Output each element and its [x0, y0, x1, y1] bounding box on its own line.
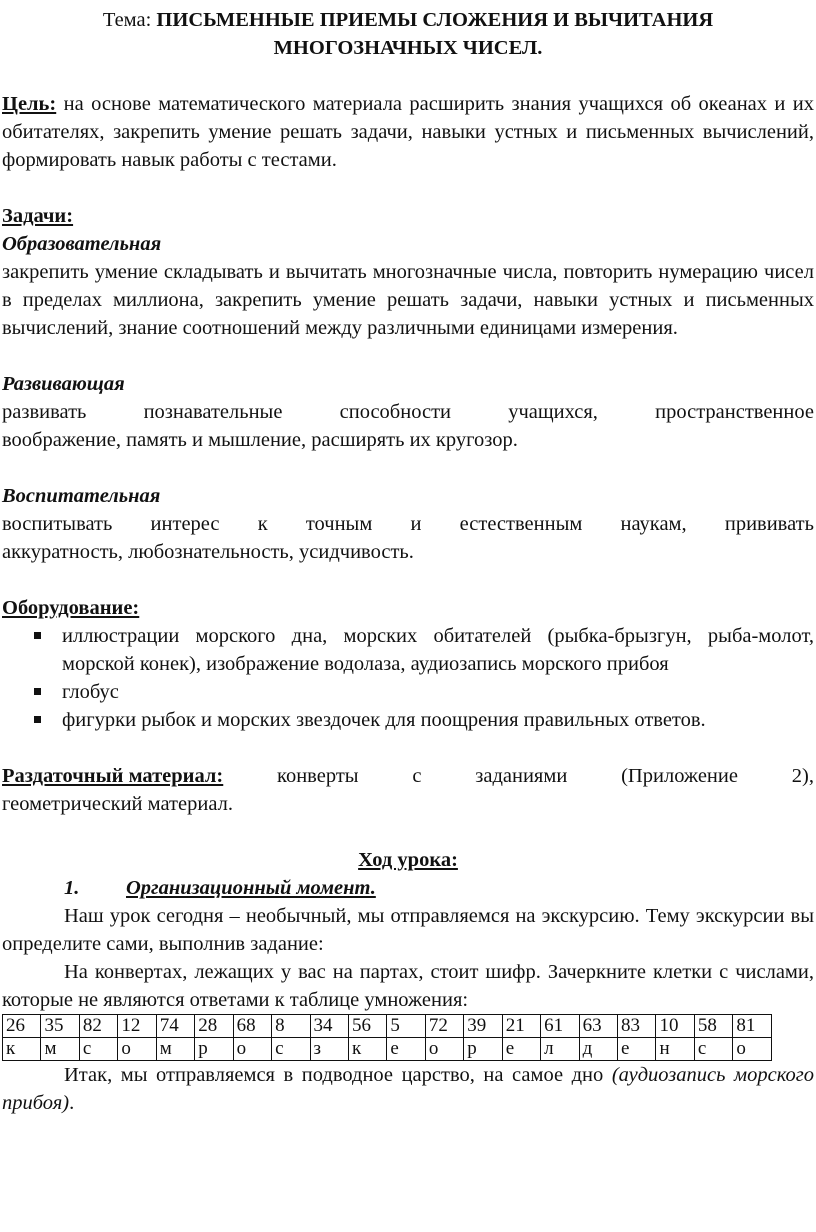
upbringing-word: точным	[305, 513, 373, 535]
title-line-2: МНОГОЗНАЧНЫХ ЧИСЕЛ.	[273, 37, 543, 59]
title-lead: Тема:	[102, 9, 152, 31]
handout-word: заданиями	[475, 765, 568, 787]
step-label: Организационный момент.	[126, 877, 376, 899]
developing-word: развивать	[2, 401, 87, 423]
developing-word: познавательные	[143, 401, 283, 423]
cipher-letter-cell: с	[79, 1038, 117, 1061]
cipher-letters-row	[3, 1038, 772, 1061]
cipher-number-cell: 68	[233, 1015, 271, 1038]
upbringing-word: интерес	[150, 513, 220, 535]
cipher-letter-cell: о	[233, 1038, 271, 1061]
handout-line-2: геометрический материал.	[2, 793, 233, 815]
cipher-letter-cell: м	[156, 1038, 194, 1061]
handout-word: 2),	[791, 765, 814, 787]
lesson-paragraph-2: На конвертах, лежащих у вас на партах, стоит шифр. Зачеркните клетки с числами, которые не являются ответами к таблице умножения:	[2, 961, 814, 1011]
cipher-number-cell: 28	[195, 1015, 233, 1038]
developing-line-2: воображение, память и мышление, расширять их кругозор.	[2, 429, 518, 451]
cipher-number-cell: 8	[272, 1015, 310, 1038]
cipher-number-cell: 26	[3, 1015, 41, 1038]
cipher-letter-cell: з	[310, 1038, 348, 1061]
goal-paragraph	[2, 90, 814, 174]
developing-word: пространственное	[655, 401, 814, 423]
cipher-number-cell: 63	[579, 1015, 617, 1038]
title-line-1: ПИСЬМЕННЫЕ ПРИЕМЫ СЛОЖЕНИЯ И ВЫЧИТАНИЯ	[156, 9, 714, 31]
developing-heading: Развивающая	[2, 373, 125, 395]
cipher-letter-cell: л	[541, 1038, 579, 1061]
goal-text: на основе математического материала расширить знания учащихся об океанах и их обитателях, закрепить умение решать задачи, навыки устных и письменных вычислений, формировать навык работы с тестами.	[2, 93, 815, 171]
lesson-paragraph-1: Наш урок сегодня – необычный, мы отправляемся на экскурсию. Тему экскурсии вы определите сами, выполнив задание:	[2, 905, 814, 955]
cipher-number-cell: 61	[541, 1015, 579, 1038]
cipher-letter-cell: о	[425, 1038, 463, 1061]
cipher-number-cell: 39	[464, 1015, 502, 1038]
cipher-number-cell: 81	[733, 1015, 772, 1038]
cipher-number-cell: 35	[41, 1015, 79, 1038]
upbringing-word: к	[257, 513, 268, 535]
cipher-number-cell: 82	[79, 1015, 117, 1038]
handout-label: Раздаточный материал:	[2, 765, 224, 787]
lesson-paragraph-3	[2, 1061, 814, 1117]
cipher-number-cell: 74	[156, 1015, 194, 1038]
cipher-letter-cell: к	[348, 1038, 386, 1061]
cipher-number-cell: 34	[310, 1015, 348, 1038]
lesson-step-1	[2, 874, 814, 902]
document-title	[2, 6, 814, 62]
upbringing-heading: Воспитательная	[2, 485, 161, 507]
cipher-letter-cell: н	[656, 1038, 694, 1061]
equipment-label: Оборудование:	[2, 597, 140, 619]
square-bullet-icon	[34, 688, 41, 695]
educational-heading: Образовательная	[2, 233, 162, 255]
cipher-letter-cell: о	[118, 1038, 156, 1061]
cipher-number-cell: 5	[387, 1015, 425, 1038]
upbringing-line-1	[2, 510, 814, 538]
lesson-heading: Ход урока:	[358, 849, 458, 871]
cipher-letter-cell: м	[41, 1038, 79, 1061]
cipher-letter-cell: с	[272, 1038, 310, 1061]
cipher-letter-cell: е	[502, 1038, 540, 1061]
cipher-table	[2, 1014, 772, 1061]
cipher-letter-cell: р	[195, 1038, 233, 1061]
equipment-item: иллюстрации морского дна, морских обитателей (рыбка-брызгун, рыба-молот, морской конек), изображение водолаза, аудиозапись морского прибоя	[2, 622, 814, 678]
cipher-letter-cell: о	[733, 1038, 772, 1061]
equipment-list	[2, 622, 814, 734]
upbringing-word: воспитывать	[2, 513, 113, 535]
cipher-number-cell: 10	[656, 1015, 694, 1038]
paragraph-3-text: Итак, мы отправляемся в подводное царство, на самое дно	[64, 1064, 604, 1086]
handout-word: конверты	[277, 765, 359, 787]
handout-word: (Приложение	[621, 765, 738, 787]
cipher-letter-cell: р	[464, 1038, 502, 1061]
cipher-number-cell: 12	[118, 1015, 156, 1038]
cipher-letter-cell: д	[579, 1038, 617, 1061]
cipher-number-cell: 56	[348, 1015, 386, 1038]
cipher-letter-cell: к	[3, 1038, 41, 1061]
cipher-number-cell: 58	[694, 1015, 732, 1038]
developing-line-1	[2, 398, 814, 426]
equipment-item: фигурки рыбок и морских звездочек для поощрения правильных ответов.	[2, 706, 814, 734]
educational-text: закрепить умение складывать и вычитать многозначные числа, повторить нумерацию чисел в пределах миллиона, закрепить умение решать задачи, навыки устных и письменных вычислений, знание соотношений между различными единицами измерения.	[2, 261, 814, 339]
cipher-number-cell: 21	[502, 1015, 540, 1038]
cipher-letter-cell: е	[387, 1038, 425, 1061]
upbringing-word: естественным	[459, 513, 583, 535]
cipher-numbers-row	[3, 1015, 772, 1038]
cipher-number-cell: 72	[425, 1015, 463, 1038]
equipment-item: глобус	[2, 678, 814, 706]
square-bullet-icon	[34, 632, 41, 639]
paragraph-3-end: .	[69, 1092, 75, 1114]
developing-word: способности	[339, 401, 451, 423]
paragraph-3-italic: (аудиозапись морского прибоя)	[2, 1064, 815, 1114]
step-number: 1.	[64, 877, 80, 899]
upbringing-word: и	[410, 513, 422, 535]
upbringing-line-2: аккуратность, любознательность, усидчивость.	[2, 541, 414, 563]
square-bullet-icon	[34, 716, 41, 723]
upbringing-word: наукам,	[620, 513, 687, 535]
tasks-label: Задачи:	[2, 205, 74, 227]
goal-label: Цель:	[2, 93, 57, 115]
developing-word: учащихся,	[508, 401, 598, 423]
handout-word: с	[412, 765, 422, 787]
cipher-number-cell: 83	[618, 1015, 656, 1038]
cipher-letter-cell: е	[618, 1038, 656, 1061]
cipher-letter-cell: с	[694, 1038, 732, 1061]
handout-line-1	[2, 762, 814, 790]
upbringing-word: прививать	[724, 513, 814, 535]
